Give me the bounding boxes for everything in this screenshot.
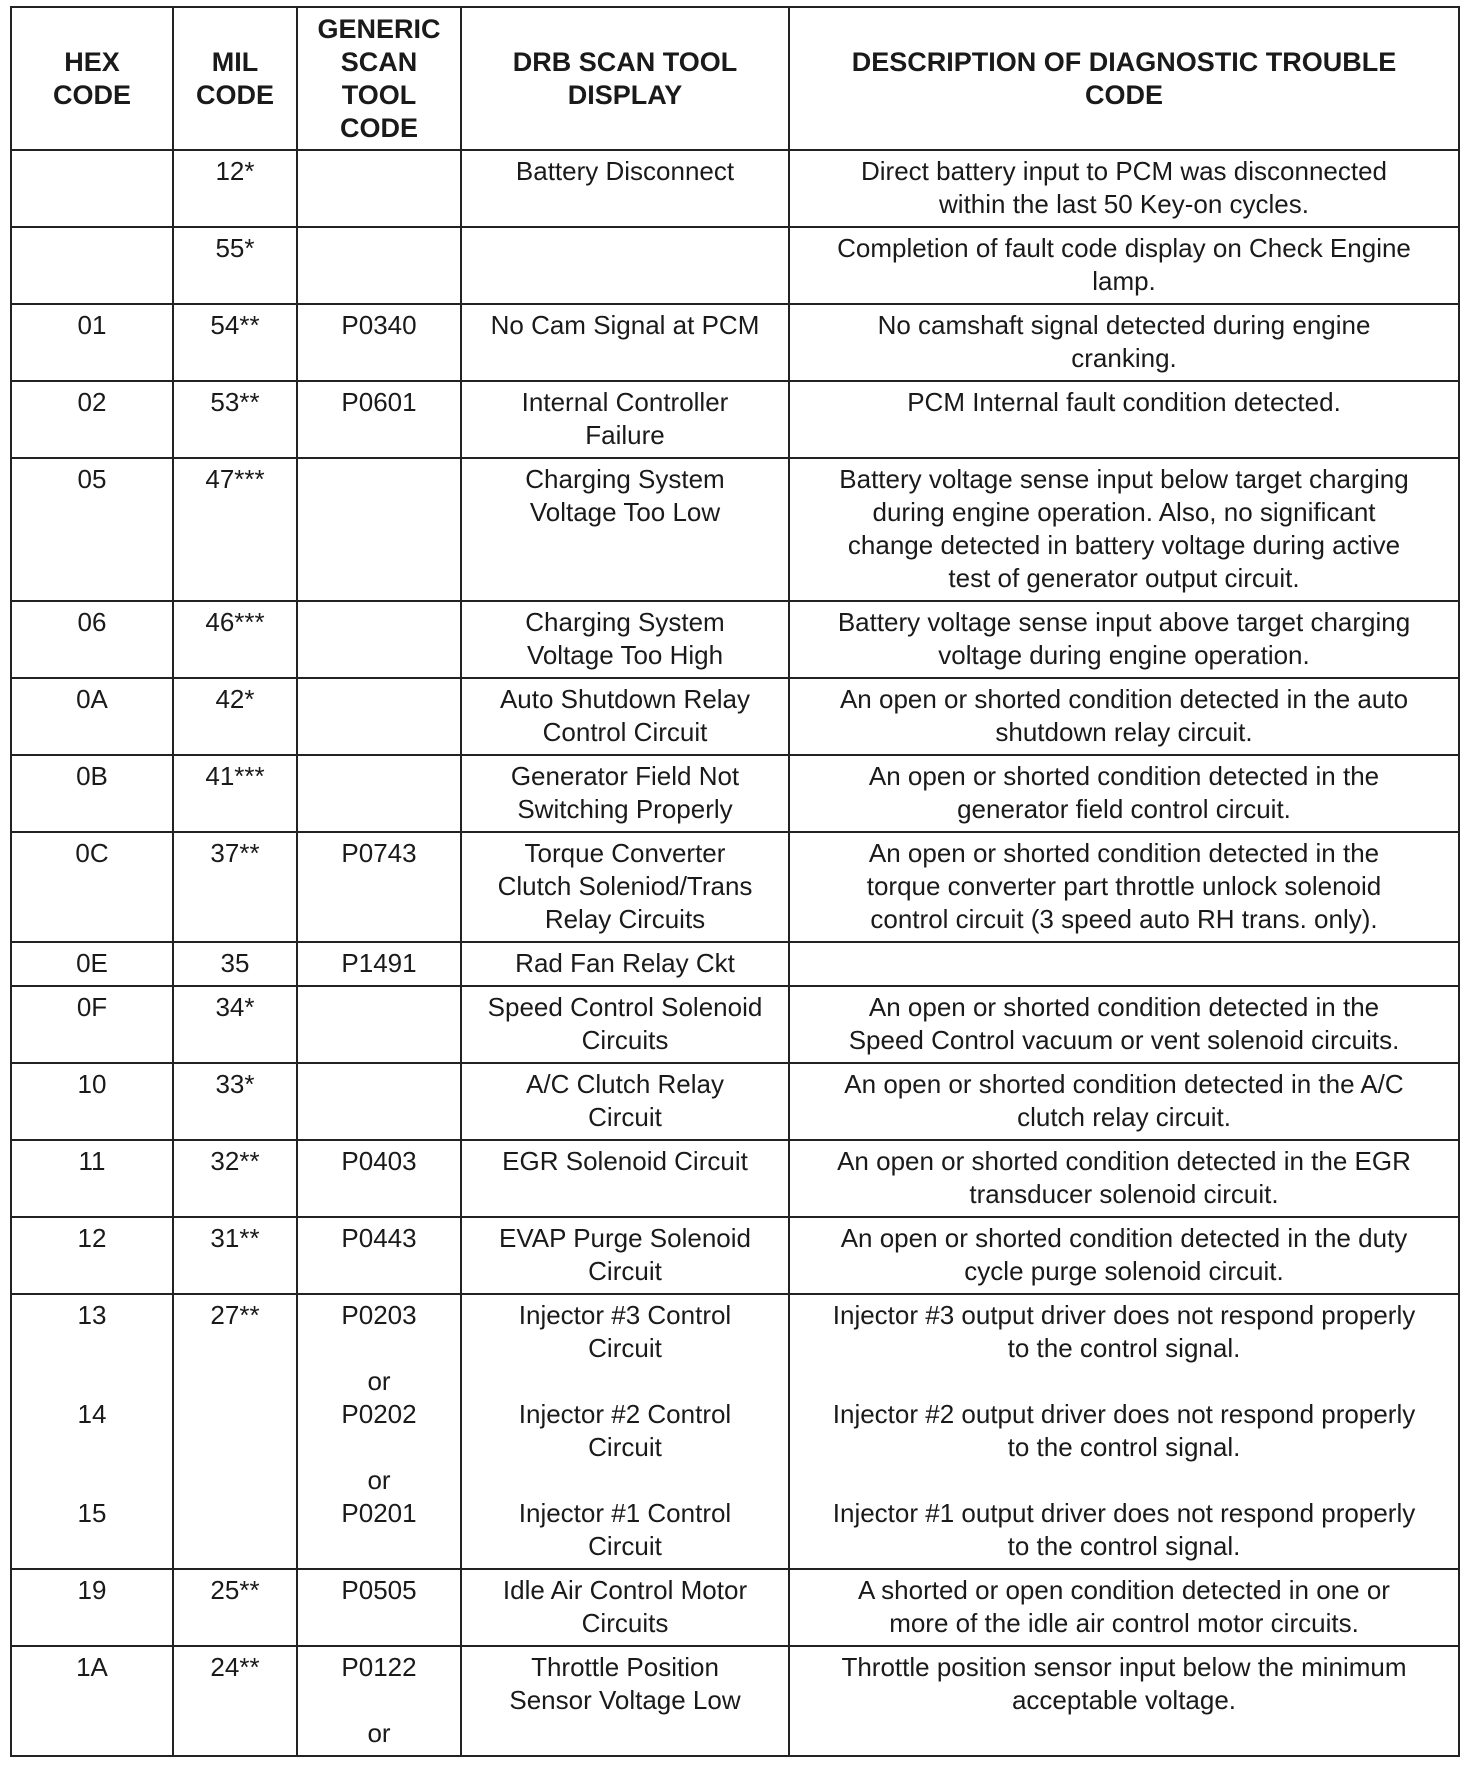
table-row xyxy=(11,601,1459,678)
header-hex-code: HEX CODE xyxy=(11,7,173,150)
table-row xyxy=(11,986,1459,1063)
generic-code: P0601 xyxy=(341,387,417,417)
spacer xyxy=(304,1431,454,1464)
spacer xyxy=(796,1464,1452,1497)
cell-line: Throttle position sensor input below the minimum xyxy=(841,1652,1407,1682)
drb-display-cell xyxy=(461,601,789,678)
cell-line: Control Circuit xyxy=(542,717,708,747)
drb-display-cell xyxy=(461,458,789,601)
table-row xyxy=(11,1569,1459,1646)
cell-line: more of the idle air control motor circuits. xyxy=(889,1608,1359,1638)
cell-line: during engine operation. Also, no significant xyxy=(872,497,1376,527)
cell-line: Battery voltage sense input above target charging xyxy=(837,607,1411,637)
description-cell xyxy=(789,755,1459,832)
cell-line: PCM Internal fault condition detected. xyxy=(907,387,1341,417)
hex-code: 13 xyxy=(77,1300,107,1330)
cell-line: Circuit xyxy=(588,1102,662,1132)
cell-line: An open or shorted condition detected in the EGR xyxy=(837,1146,1411,1176)
table-row xyxy=(11,1646,1459,1756)
description-cell xyxy=(789,942,1459,986)
drb-display-cell xyxy=(461,381,789,458)
hex-code: 14 xyxy=(77,1399,107,1429)
cell-line: Idle Air Control Motor xyxy=(502,1575,748,1605)
table-row xyxy=(11,1063,1459,1140)
table-row xyxy=(11,942,1459,986)
mil-code-cell: 35 xyxy=(173,942,297,986)
cell-line: Injector #2 Control xyxy=(518,1399,732,1429)
cell-line: to the control signal. xyxy=(1007,1531,1241,1561)
drb-display-cell xyxy=(461,1646,789,1756)
drb-display-cell xyxy=(461,1217,789,1294)
cell-line: generator field control circuit. xyxy=(957,794,1291,824)
cell-line: Torque Converter xyxy=(524,838,726,868)
spacer xyxy=(304,1332,454,1365)
generic-code: P0505 xyxy=(341,1575,417,1605)
hex-code-cell: 12 xyxy=(11,1217,173,1294)
generic-code-cell xyxy=(297,1140,461,1217)
table-row xyxy=(11,304,1459,381)
cell-line: cycle purge solenoid circuit. xyxy=(964,1256,1284,1286)
header-drb-scan-tool-display: DRB SCAN TOOL DISPLAY xyxy=(461,7,789,150)
spacer xyxy=(18,1431,166,1464)
drb-display-cell xyxy=(461,150,789,227)
generic-code-cell xyxy=(297,150,461,227)
generic-code-cell xyxy=(297,986,461,1063)
cell-line: Circuit xyxy=(588,1333,662,1363)
description-cell xyxy=(789,832,1459,942)
hex-code-cell: 0A xyxy=(11,678,173,755)
cell-line: Circuit xyxy=(588,1531,662,1561)
hex-code-cell: 02 xyxy=(11,381,173,458)
generic-code-cell xyxy=(297,227,461,304)
or-label: or xyxy=(367,1366,391,1396)
cell-line: Throttle Position xyxy=(531,1652,719,1682)
mil-code-cell: 34* xyxy=(173,986,297,1063)
drb-display-cell xyxy=(461,227,789,304)
cell-line: An open or shorted condition detected in the xyxy=(868,992,1380,1022)
cell-line: Injector #1 output driver does not respond properly xyxy=(832,1498,1416,1528)
cell-line: EVAP Purge Solenoid xyxy=(499,1223,751,1253)
generic-code: P0340 xyxy=(341,310,417,340)
table-row xyxy=(11,381,1459,458)
cell-line: Injector #1 Control xyxy=(518,1498,732,1528)
cell-line: Relay Circuits xyxy=(544,904,706,934)
table-row xyxy=(11,458,1459,601)
cell-line: control circuit (3 speed auto RH trans. only). xyxy=(870,904,1378,934)
mil-code-cell: 46*** xyxy=(173,601,297,678)
table-row xyxy=(11,678,1459,755)
description-cell xyxy=(789,381,1459,458)
mil-code-cell: 31** xyxy=(173,1217,297,1294)
drb-display-cell xyxy=(461,986,789,1063)
cell-line: EGR Solenoid Circuit xyxy=(502,1146,748,1176)
cell-line: Sensor Voltage Low xyxy=(509,1685,741,1715)
cell-line: Voltage Too High xyxy=(526,640,724,670)
cell-line: lamp. xyxy=(1092,266,1156,296)
cell-line: An open or shorted condition detected in the duty xyxy=(840,1223,1408,1253)
cell-line: to the control signal. xyxy=(1007,1432,1241,1462)
drb-display-cell xyxy=(461,304,789,381)
generic-code: P1491 xyxy=(341,948,417,978)
mil-code-cell: 42* xyxy=(173,678,297,755)
spacer xyxy=(18,1365,166,1398)
cell-line: Speed Control vacuum or vent solenoid circuits. xyxy=(848,1025,1400,1055)
description-cell xyxy=(789,458,1459,601)
table-row xyxy=(11,755,1459,832)
drb-display-cell xyxy=(461,1569,789,1646)
table-row xyxy=(11,1140,1459,1217)
generic-code-cell xyxy=(297,678,461,755)
cell-line: torque converter part throttle unlock solenoid xyxy=(866,871,1382,901)
cell-line: clutch relay circuit. xyxy=(1017,1102,1231,1132)
cell-line: Rad Fan Relay Ckt xyxy=(515,948,735,978)
generic-code-cell xyxy=(297,458,461,601)
spacer xyxy=(468,1464,782,1497)
mil-code-cell: 37** xyxy=(173,832,297,942)
hex-code-cell xyxy=(11,1294,173,1569)
description-cell xyxy=(789,1569,1459,1646)
cell-line: Clutch Soleniod/Trans xyxy=(497,871,753,901)
description-cell xyxy=(789,678,1459,755)
mil-code-cell: 12* xyxy=(173,150,297,227)
cell-line: Circuit xyxy=(588,1432,662,1462)
spacer xyxy=(796,1365,1452,1398)
cell-line: Circuit xyxy=(588,1256,662,1286)
cell-line: Injector #3 output driver does not respond properly xyxy=(832,1300,1416,1330)
hex-code-cell: 11 xyxy=(11,1140,173,1217)
mil-code-cell: 32** xyxy=(173,1140,297,1217)
generic-code-cell xyxy=(297,1646,461,1756)
spacer xyxy=(18,1332,166,1365)
cell-line: An open or shorted condition detected in the A/C xyxy=(844,1069,1404,1099)
spacer xyxy=(304,1684,454,1717)
cell-line: Charging System xyxy=(525,464,725,494)
description-cell xyxy=(789,1217,1459,1294)
generic-code: P0201 xyxy=(341,1498,417,1528)
cell-line: Voltage Too Low xyxy=(529,497,721,527)
generic-code: P0203 xyxy=(341,1300,417,1330)
cell-line: An open or shorted condition detected in the xyxy=(868,838,1380,868)
hex-code-cell: 06 xyxy=(11,601,173,678)
cell-line: acceptable voltage. xyxy=(1011,1685,1237,1715)
cell-line: change detected in battery voltage during active xyxy=(847,530,1401,560)
mil-code-cell: 55* xyxy=(173,227,297,304)
drb-display-cell xyxy=(461,755,789,832)
hex-code: 15 xyxy=(77,1498,107,1528)
description-cell xyxy=(789,227,1459,304)
or-label: or xyxy=(367,1465,391,1495)
hex-code-cell: 19 xyxy=(11,1569,173,1646)
drb-display-cell xyxy=(461,1063,789,1140)
description-cell xyxy=(789,1646,1459,1756)
hex-code-cell: 0F xyxy=(11,986,173,1063)
hex-code-cell xyxy=(11,150,173,227)
cell-line: Injector #2 output driver does not respond properly xyxy=(832,1399,1416,1429)
mil-code-cell: 53** xyxy=(173,381,297,458)
generic-code-cell xyxy=(297,304,461,381)
mil-code-cell: 41*** xyxy=(173,755,297,832)
hex-code-cell: 1A xyxy=(11,1646,173,1756)
hex-code-cell: 05 xyxy=(11,458,173,601)
drb-display-cell xyxy=(461,832,789,942)
description-cell xyxy=(789,1063,1459,1140)
hex-code-cell: 01 xyxy=(11,304,173,381)
generic-code: P0443 xyxy=(341,1223,417,1253)
cell-line: Switching Properly xyxy=(517,794,733,824)
mil-code-cell: 24** xyxy=(173,1646,297,1756)
cell-line: An open or shorted condition detected in the auto xyxy=(839,684,1409,714)
cell-line: Completion of fault code display on Check Engine xyxy=(837,233,1411,263)
generic-code-cell xyxy=(297,1217,461,1294)
hex-code-cell xyxy=(11,227,173,304)
drb-display-cell xyxy=(461,942,789,986)
or-label: or xyxy=(367,1718,391,1748)
cell-line: Battery Disconnect xyxy=(515,156,735,186)
drb-display-cell xyxy=(461,1140,789,1217)
table-row xyxy=(11,1217,1459,1294)
cell-line: A shorted or open condition detected in one or xyxy=(858,1575,1390,1605)
generic-code: P0743 xyxy=(341,838,417,868)
cell-line: No Cam Signal at PCM xyxy=(490,310,760,340)
generic-code-cell xyxy=(297,1294,461,1569)
drb-display-cell xyxy=(461,678,789,755)
description-cell xyxy=(789,150,1459,227)
table-row xyxy=(11,150,1459,227)
generic-code-cell xyxy=(297,601,461,678)
table-row-injectors xyxy=(11,1294,1459,1569)
drb-display-cell xyxy=(461,1294,789,1569)
header-mil-code: MIL CODE xyxy=(173,7,297,150)
cell-line: voltage during engine operation. xyxy=(938,640,1310,670)
cell-line: Battery voltage sense input below target charging xyxy=(839,464,1409,494)
hex-code-cell: 0B xyxy=(11,755,173,832)
header-description: DESCRIPTION OF DIAGNOSTIC TROUBLE CODE xyxy=(789,7,1459,150)
description-cell xyxy=(789,1294,1459,1569)
table-row xyxy=(11,832,1459,942)
table-body xyxy=(11,150,1459,1756)
cell-line: No camshaft signal detected during engine xyxy=(877,310,1371,340)
cell-line: test of generator output circuit. xyxy=(948,563,1300,593)
cell-line: Generator Field Not xyxy=(510,761,740,791)
cell-line: Charging System xyxy=(525,607,725,637)
description-cell xyxy=(789,304,1459,381)
generic-code-cell xyxy=(297,942,461,986)
cell-line: Injector #3 Control xyxy=(518,1300,732,1330)
header-generic-scan-tool-code: GENERIC SCAN TOOL CODE xyxy=(297,7,461,150)
mil-code-cell: 33* xyxy=(173,1063,297,1140)
spacer xyxy=(468,1365,782,1398)
generic-code-cell xyxy=(297,381,461,458)
spacer xyxy=(18,1464,166,1497)
hex-code-cell: 0E xyxy=(11,942,173,986)
hex-code-cell: 0C xyxy=(11,832,173,942)
hex-code-cell: 10 xyxy=(11,1063,173,1140)
mil-code-cell: 47*** xyxy=(173,458,297,601)
cell-line: transducer solenoid circuit. xyxy=(969,1179,1279,1209)
table-row xyxy=(11,227,1459,304)
description-cell xyxy=(789,1140,1459,1217)
cell-line: Failure xyxy=(585,420,665,450)
cell-line: An open or shorted condition detected in the xyxy=(868,761,1380,791)
cell-line: Auto Shutdown Relay xyxy=(499,684,751,714)
generic-code-cell xyxy=(297,832,461,942)
cell-line: Direct battery input to PCM was disconnected xyxy=(860,156,1388,186)
dtc-table xyxy=(10,6,1460,1757)
cell-line: shutdown relay circuit. xyxy=(995,717,1253,747)
cell-line: cranking. xyxy=(1071,343,1177,373)
cell-line: Speed Control Solenoid xyxy=(487,992,763,1022)
cell-line: Circuits xyxy=(581,1025,669,1055)
description-cell xyxy=(789,601,1459,678)
cell-line: within the last 50 Key-on cycles. xyxy=(939,189,1309,219)
cell-line: Circuits xyxy=(581,1608,669,1638)
cell-line: to the control signal. xyxy=(1007,1333,1241,1363)
table-header xyxy=(11,7,1459,150)
generic-code-cell xyxy=(297,1063,461,1140)
mil-code-cell: 25** xyxy=(173,1569,297,1646)
generic-code-cell xyxy=(297,755,461,832)
cell-line: Internal Controller xyxy=(521,387,729,417)
generic-code-cell xyxy=(297,1569,461,1646)
generic-code: P0403 xyxy=(341,1146,417,1176)
description-cell xyxy=(789,986,1459,1063)
mil-code-cell: 27** xyxy=(173,1294,297,1569)
mil-code-cell: 54** xyxy=(173,304,297,381)
generic-code: P0122 xyxy=(341,1652,417,1682)
header-row xyxy=(11,7,1459,150)
cell-line: A/C Clutch Relay xyxy=(526,1069,724,1099)
generic-code: P0202 xyxy=(341,1399,417,1429)
